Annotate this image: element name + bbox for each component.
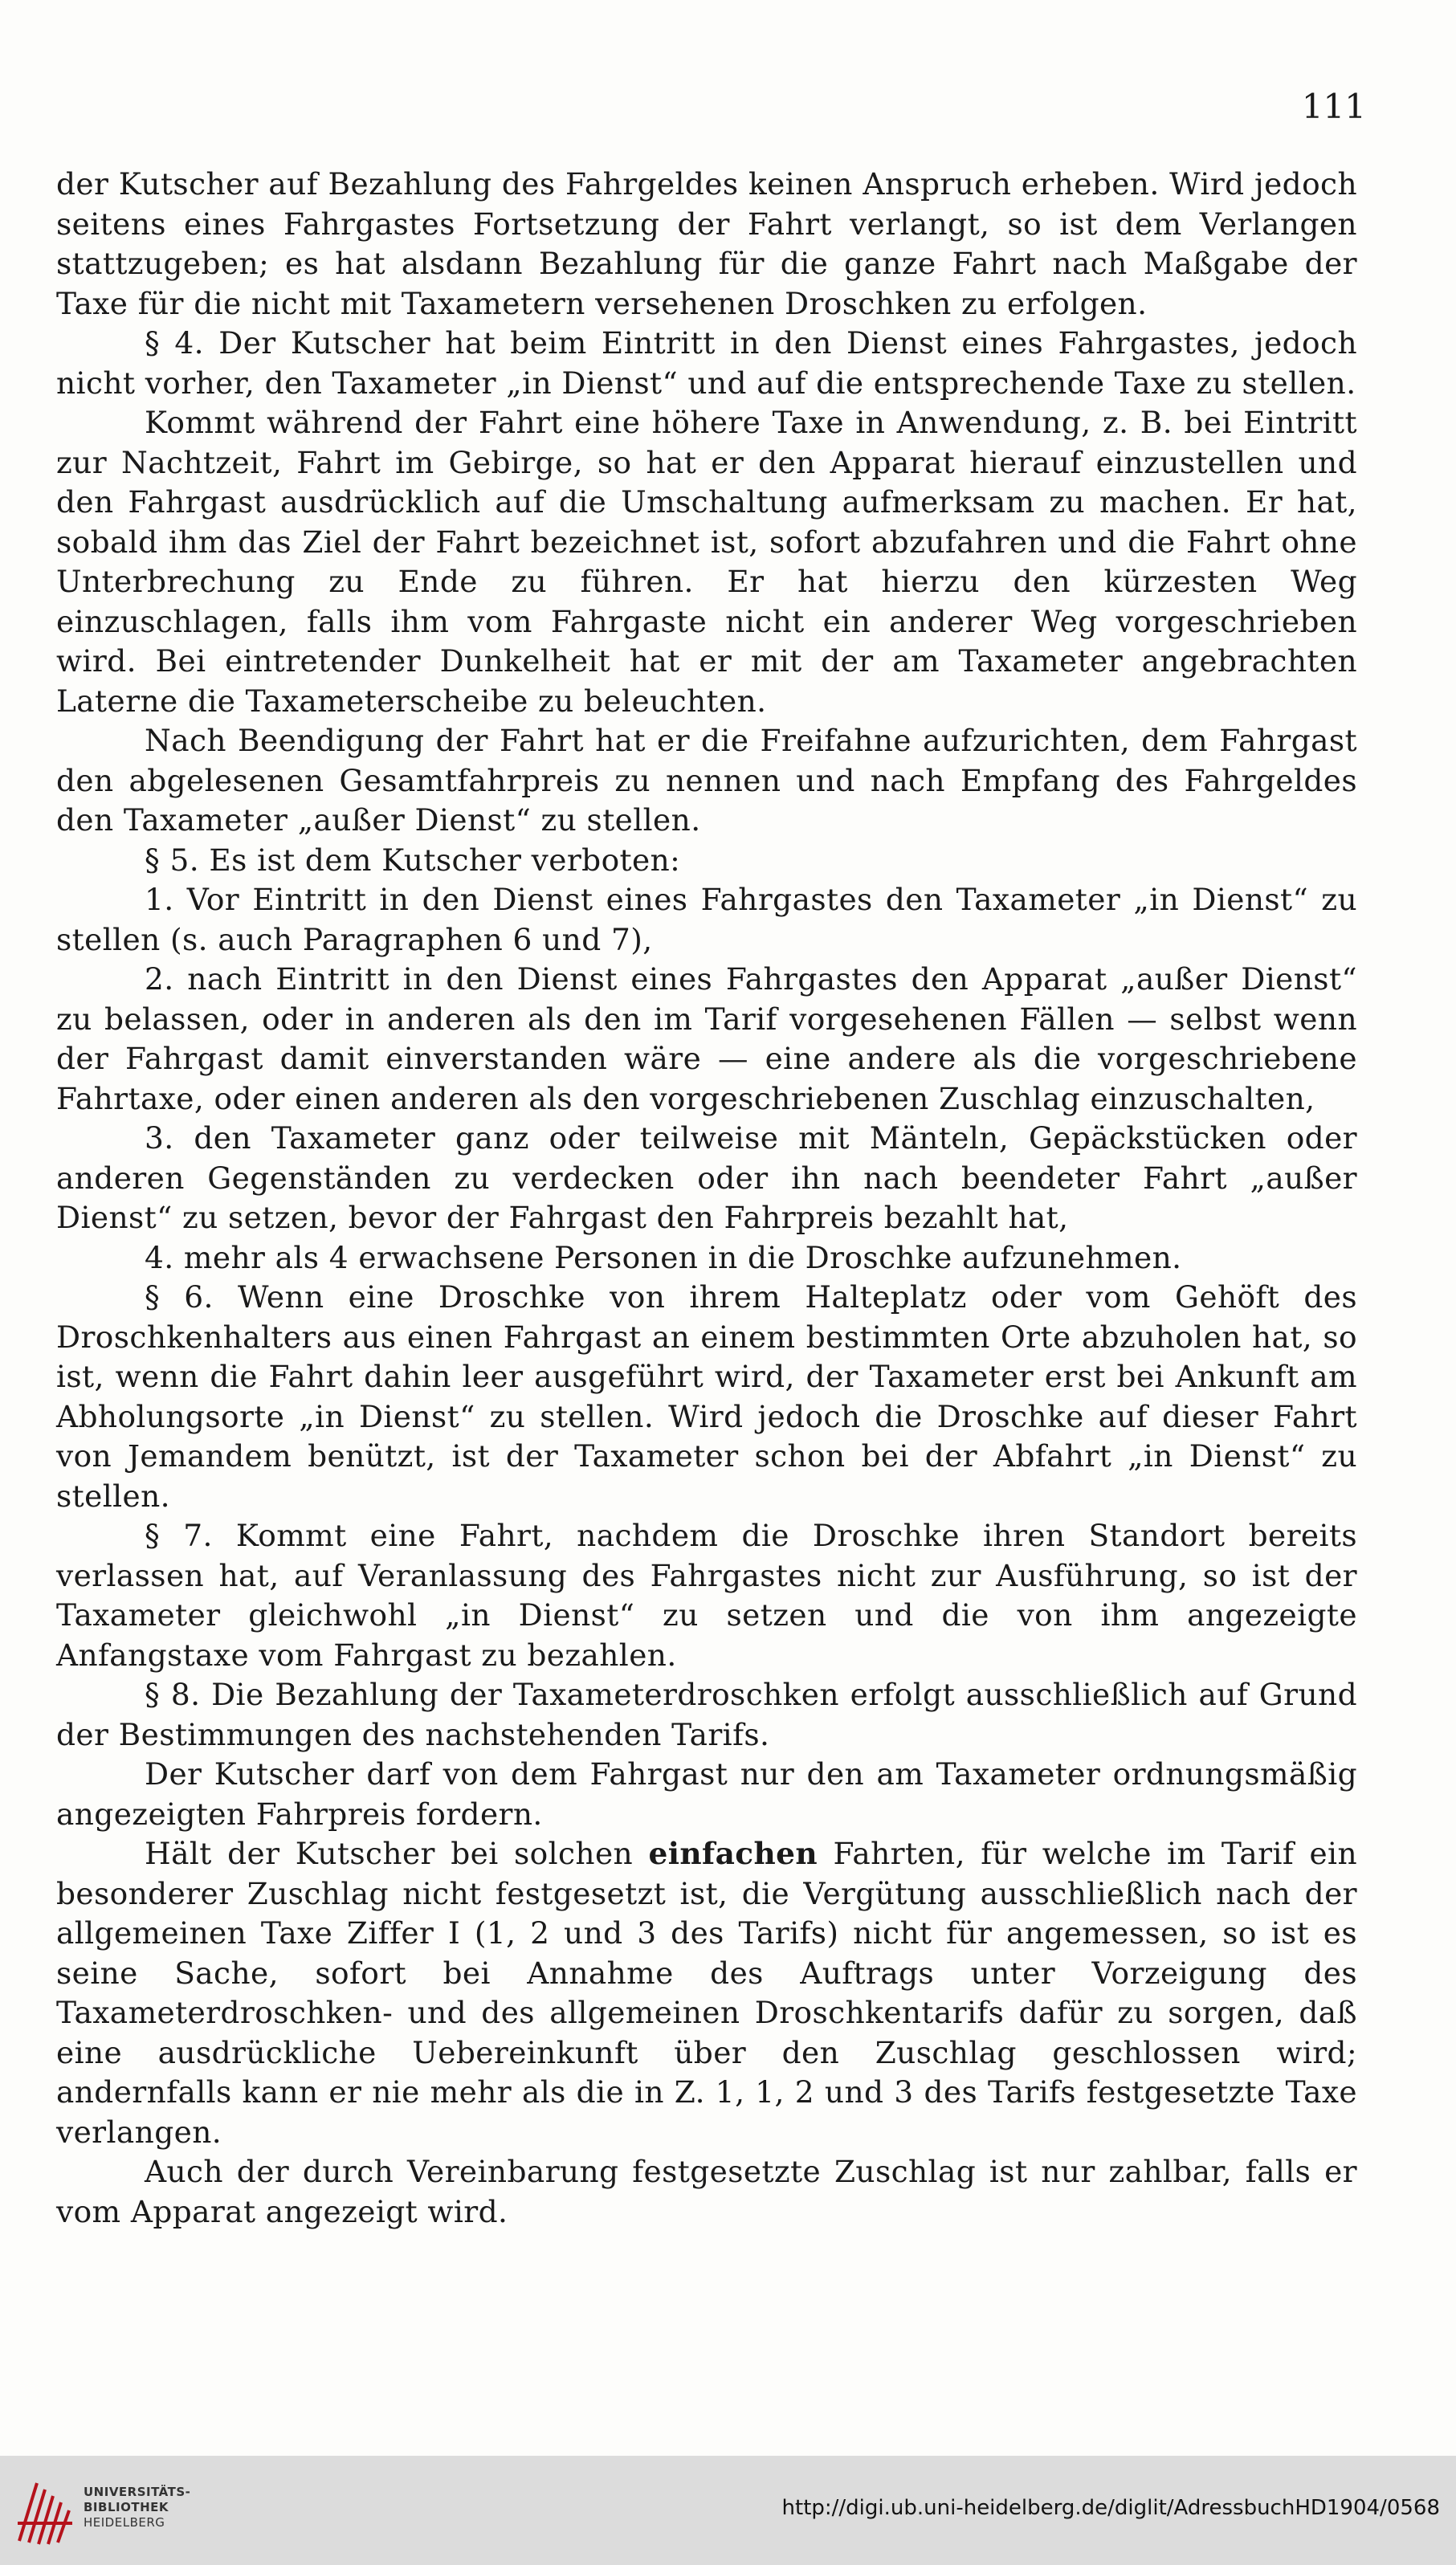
surcharge-text-after: Fahrten, für welche im Tarif ein besonderer Zuschlag nicht festgesetzt ist, die Vergütung ausschließlich nach der allgemeinen Taxe Ziffer I (1, 2 und 3 des Tarifs) nicht für angemessen, so ist es seine Sache, sofort bei Annahme des Auftrags unter Vorzeigung des Taxameterdroschken- und des allgemeinen Droschkentarifs dafür zu sorgen, daß eine ausdrückliche Uebereinkunft über den Zuschlag geschlossen wird; andernfalls kann er nie mehr als die in Z. 1, 1, 2 und 3 des Tarifs festgesetzte Taxe verlangen. <box>56 1836 1358 2150</box>
page-number: 111 <box>1301 87 1366 126</box>
paragraph-surcharge <box>56 1834 1357 2152</box>
list-item-4: 4. mehr als 4 erwachsene Personen in die Droschke aufzunehmen. <box>145 1239 1182 1275</box>
library-name-line1: UNIVERSITÄTS- <box>84 2485 191 2499</box>
library-name-line2: BIBLIOTHEK <box>84 2500 169 2514</box>
paragraph-section-8: § 8. Die Bezahlung der Taxameterdroschken erfolgt ausschließlich auf Grund der Bestimmungen des nachstehenden Tarifs. <box>56 1677 1357 1752</box>
paragraph-higher-rate: Kommt während der Fahrt eine höhere Taxe in Anwendung, z. B. bei Eintritt zur Nachtzeit, Fahrt im Gebirge, so hat er den Apparat hierauf einzustellen und den Fahrgast ausdrücklich auf die Umschaltung aufmerksam zu machen. Er hat, sobald ihm das Ziel der Fahrt bezeichnet ist, sofort abzufahren und die Fahrt ohne Unterbrechung zu Ende zu führen. Er hat hierzu den kürzesten Weg einzuschlagen, falls ihm vom Fahrgaste nicht ein anderer Weg vorgeschrieben wird. Bei eintretender Dunkelheit hat er mit der am Taxameter angebrachten Laterne die Taxameterscheibe zu beleuchten. <box>56 405 1357 719</box>
library-name <box>84 2485 190 2530</box>
list-item-2: 2. nach Eintritt in den Dienst eines Fahrgastes den Apparat „außer Dienst“ zu belassen, oder in anderen als den im Tarif vorgesehenen Fällen — selbst wenn der Fahrgast damit einverstanden wäre — eine andere als die vorgeschriebene Fahrtaxe, oder einen anderen als den vorgeschriebenen Zuschlag einzuschalten, <box>56 961 1357 1116</box>
university-library-logo-icon <box>13 2475 77 2547</box>
library-name-line3: HEIDELBERG <box>84 2515 165 2530</box>
paragraph-section-6: § 6. Wenn eine Droschke von ihrem Halteplatz oder vom Gehöft des Droschkenhalters aus einen Fahrgast an einem bestimmten Orte abzuholen hat, so ist, wenn die Fahrt dahin leer ausgeführt wird, der Taxameter erst bei Ankunft am Abholungsorte „in Dienst“ zu stellen. Wird jedoch die Droschke auf dieser Fahrt von Jemandem benützt, ist der Taxameter schon bei der Abfahrt „in Dienst“ zu stellen. <box>56 1279 1357 1514</box>
paragraph-final: Auch der durch Vereinbarung festgesetzte Zuschlag ist nur zahlbar, falls er vom Apparat angezeigt wird. <box>56 2154 1357 2229</box>
paragraph-section-5: § 5. Es ist dem Kutscher verboten: <box>145 842 681 878</box>
emphasis-einfachen: einfachen <box>648 1836 818 1871</box>
paragraph-fare-demand: Der Kutscher darf von dem Fahrgast nur den am Taxameter ordnungsmäßig angezeigten Fahrpreis fordern. <box>56 1756 1357 1832</box>
list-item-1: 1. Vor Eintritt in den Dienst eines Fahrgastes den Taxameter „in Dienst“ zu stellen (s. auch Paragraphen 6 und 7), <box>56 882 1357 957</box>
paragraph-continuation: der Kutscher auf Bezahlung des Fahrgeldes keinen Anspruch erheben. Wird jedoch seitens eines Fahrgastes Fortsetzung der Fahrt verlangt, so ist dem Verlangen stattzugeben; es hat alsdann Bezahlung für die ganze Fahrt nach Maßgabe der Taxe für die nicht mit Taxametern versehenen Droschken zu erfolgen. <box>56 166 1357 321</box>
source-url-link[interactable]: http://digi.ub.uni-heidelberg.de/diglit/AdressbuchHD1904/0568 <box>781 2496 1440 2520</box>
footer-bar <box>0 2456 1456 2565</box>
surcharge-text-before: Hält der Kutscher bei solchen <box>145 1836 649 1871</box>
paragraph-end-of-ride: Nach Beendigung der Fahrt hat er die Freifahne aufzurichten, dem Fahrgast den abgelesenen Gesamtfahrpreis zu nennen und nach Empfang des Fahrgeldes den Taxameter „außer Dienst“ zu stellen. <box>56 723 1357 838</box>
paragraph-section-7: § 7. Kommt eine Fahrt, nachdem die Droschke ihren Standort bereits verlassen hat, auf Veranlassung des Fahrgastes nicht zur Ausführung, so ist der Taxameter gleichwohl „in Dienst“ zu setzen und die von ihm angezeigte Anfangstaxe vom Fahrgast zu bezahlen. <box>56 1518 1357 1673</box>
list-item-3: 3. den Taxameter ganz oder teilweise mit Mänteln, Gepäckstücken oder anderen Gegenständen zu verdecken oder ihn nach beendeter Fahrt „außer Dienst“ zu setzen, bevor der Fahrgast den Fahrpreis bezahlt hat, <box>56 1120 1357 1235</box>
body-text <box>56 165 1357 2232</box>
paragraph-section-4: § 4. Der Kutscher hat beim Eintritt in den Dienst eines Fahrgastes, jedoch nicht vorher, den Taxameter „in Dienst“ und auf die entsprechende Taxe zu stellen. <box>56 325 1357 401</box>
